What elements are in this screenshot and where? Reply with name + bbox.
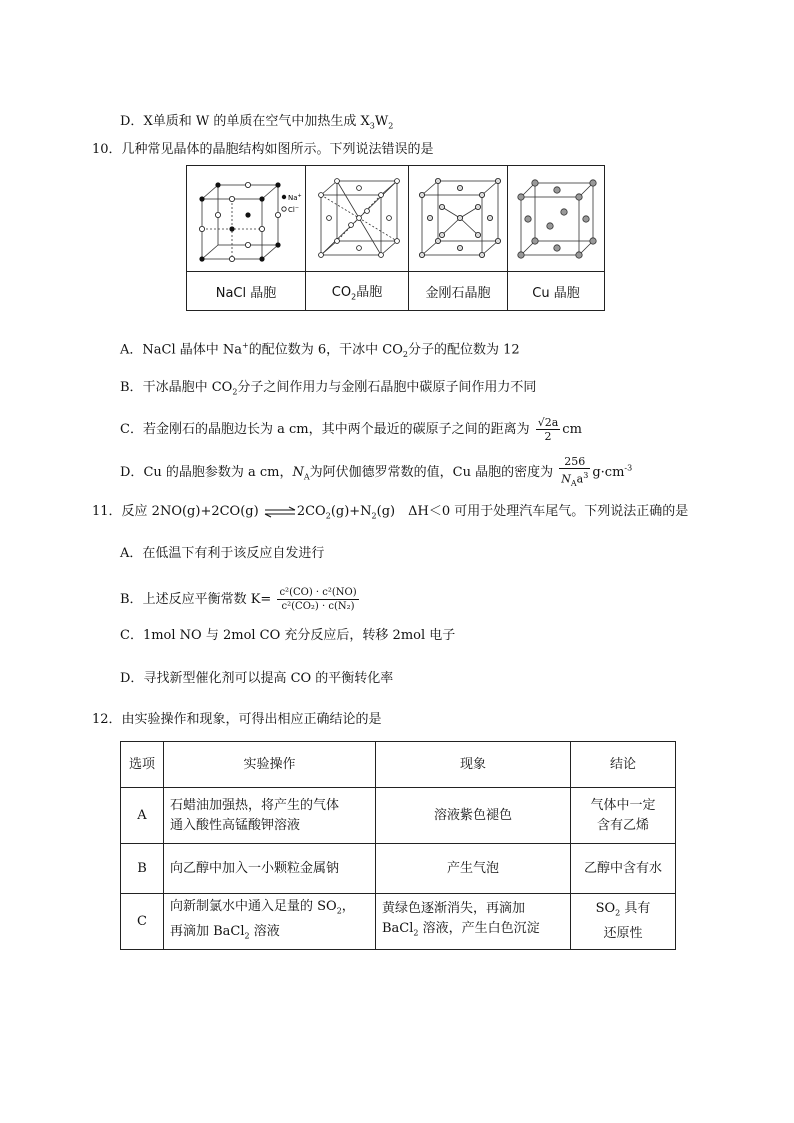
cu-cell-figure <box>508 166 605 272</box>
experiment-table <box>120 741 676 950</box>
header-phenomenon: 现象 <box>376 742 571 788</box>
q10-option-a: A．NaCl 晶体中 Na+的配位数为 6，干冰中 $CO_2$分子的配位数为 12 <box>120 341 520 359</box>
q10-stem: 10．几种常见晶体的晶胞结构如图所示。下列说法错误的是 <box>92 142 434 157</box>
nacl-cell-figure <box>187 166 306 272</box>
table-header-row <box>121 742 676 788</box>
header-operation: 实验操作 <box>164 742 376 788</box>
fraction-root2a-over-2: $\frac{√2a}{2}$ <box>537 416 559 443</box>
table-row: A 石蜡油加强热，将产生的气体 通入酸性高锰酸钾溶液 溶液紫色褪色 气体中一定 含有乙烯 <box>121 788 676 844</box>
density-fraction: $\frac{256}{N_Aa^3}$ <box>561 455 589 488</box>
q12-stem: 12．由实验操作和现象，可得出相应正确结论的是 <box>92 712 382 727</box>
co2-cell-diagram <box>309 167 405 267</box>
q9-option-d: D．X单质和 W 的单质在空气中加热生成 $X_3W_2$ <box>120 114 394 131</box>
diamond-cell-figure <box>409 166 508 272</box>
co2-cell-figure <box>306 166 409 272</box>
equilibrium-arrow-icon <box>263 506 297 518</box>
q11-option-d: D．寻找新型催化剂可以提高 CO 的平衡转化率 <box>120 671 394 686</box>
q10-option-c: C．若金刚石的晶胞边长为 a cm，其中两个最近的碳原子之间的距离为 $\frac{√2a}{2}$ cm <box>120 416 582 443</box>
q11-option-b: B．上述反应平衡常数 K= $\frac{\text{c²(CO) · c²(NO)}}{\text{c²(CO₂) · c(N₂)}}$ <box>120 587 357 612</box>
q11-option-a: A．在低温下有利于该反应自发进行 <box>120 546 325 561</box>
na-legend: Na+ <box>288 192 302 202</box>
q10-option-d: D．Cu 的晶胞参数为 a cm，$N_A$为阿伏伽德罗常数的值，Cu 晶胞的密度为 $\frac{256}{N_Aa^3}$ $g\cdot cm^{-3}$ <box>120 455 633 488</box>
table-row: B 向乙醇中加入一小颗粒金属钠 产生气泡 乙醇中含有水 <box>121 844 676 894</box>
cl-legend: Cl− <box>288 204 300 214</box>
crystal-structure-table <box>186 165 605 311</box>
header-option: 选项 <box>121 742 164 788</box>
q11-option-c: C．1mol NO 与 2mol CO 充分反应后，转移 2mol 电子 <box>120 628 456 643</box>
diamond-cell-diagram <box>412 167 504 267</box>
q11-stem: 11．反应 2NO(g)+2CO(g) $2CO_2(g)+N_2(g)$ ΔH＜0 可用于处理汽车尾气。下列说法正确的是 <box>92 504 689 521</box>
table-row: C 向新制氯水中通入足量的 $SO_2$， 再滴加 BaCl$_2$ 溶液 黄绿色逐渐消失，再滴加 BaCl$_2$ 溶液，产生白色沉淀 $SO_2$ 具有 还原性 <box>121 894 676 950</box>
diamond-cell-label: 金刚石晶胞 <box>409 272 508 311</box>
cu-cell-diagram <box>511 167 601 267</box>
equilibrium-constant-fraction: $\frac{\text{c²(CO) · c²(NO)}}{\text{c²(CO₂) · c(N₂)}}$ <box>279 587 357 612</box>
q10-option-b: B．干冰晶胞中 $CO_2$分子之间作用力与金刚石晶胞中碳原子间作用力不同 <box>120 380 537 397</box>
co2-cell-label: $CO_2$晶胞 <box>306 272 409 311</box>
nacl-cell-diagram <box>188 167 304 267</box>
header-conclusion: 结论 <box>571 742 676 788</box>
cu-cell-label: Cu 晶胞 <box>508 272 605 311</box>
nacl-cell-label: NaCl 晶胞 <box>187 272 306 311</box>
